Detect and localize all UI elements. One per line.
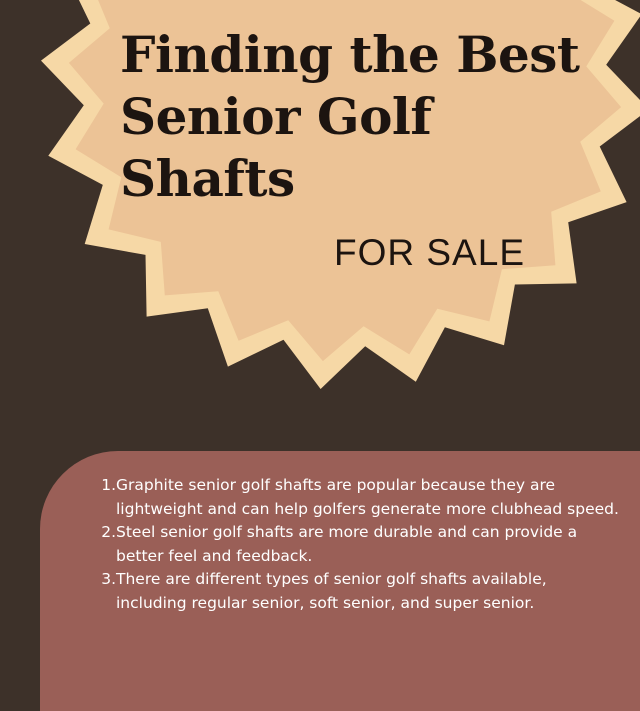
list-item-text: There are different types of senior golf shafts available, including regular senior, soft senior, and super senior. [116,570,547,612]
list-item [100,521,620,568]
subtitle-for-sale: FOR SALE [334,232,525,273]
list-item-number: 1. [101,476,116,494]
list-item-number: 2. [101,523,116,541]
page-title [120,24,600,210]
list-item-number: 3. [101,570,116,588]
list-item-text: Steel senior golf shafts are more durable and can provide a better feel and feedback. [116,523,578,565]
title-line: Senior Golf [120,87,432,146]
list-item [100,474,620,521]
facts-list [100,474,620,615]
title-line: Finding the Best [120,25,580,84]
list-item-text: Graphite senior golf shafts are popular because they are lightweight and can help golfers generate more clubhead speed. [116,476,619,518]
title-line: Shafts [120,149,295,208]
list-item [100,568,620,615]
